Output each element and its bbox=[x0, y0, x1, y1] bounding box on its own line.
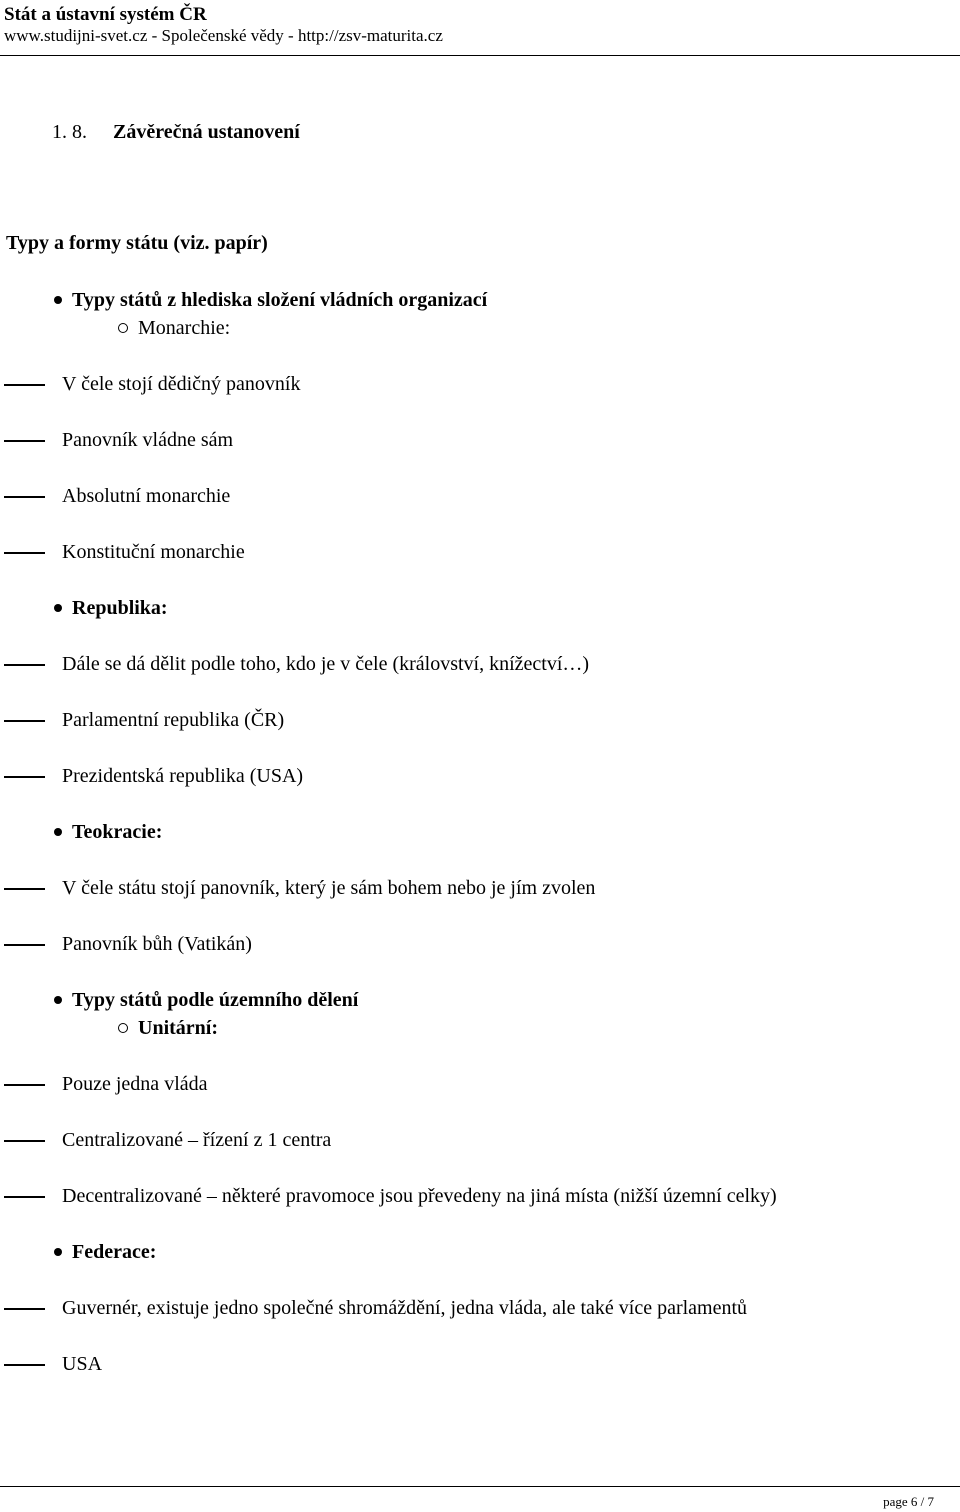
bullet-item bbox=[72, 988, 358, 1012]
bullet-item bbox=[72, 288, 487, 312]
topic-heading: Typy a formy státu (viz. papír) bbox=[6, 232, 268, 254]
page-header bbox=[4, 4, 956, 46]
bullet-text: Republika: bbox=[72, 597, 168, 619]
dash-text: Decentralizované – některé pravomoce jsou převedeny na jiná místa (nižší územní celky) bbox=[62, 1185, 777, 1207]
dash-icon bbox=[4, 440, 45, 442]
bullet-icon bbox=[54, 296, 62, 304]
document-title: Stát a ústavní systém ČR bbox=[4, 4, 207, 25]
dash-text: Dále se dá dělit podle toho, kdo je v čele (království, knížectví…) bbox=[62, 653, 590, 675]
footer-divider bbox=[0, 1486, 960, 1487]
bullet-icon bbox=[54, 828, 62, 836]
bullet-icon bbox=[54, 1248, 62, 1256]
bullet-text: Typy států z hlediska složení vládních organizací bbox=[72, 289, 488, 311]
dash-icon bbox=[4, 552, 45, 554]
dash-icon bbox=[4, 496, 45, 498]
bullet-icon bbox=[54, 996, 62, 1004]
dash-icon bbox=[4, 1308, 45, 1310]
circle-bullet-icon bbox=[118, 1023, 128, 1033]
bullet-item bbox=[72, 596, 168, 620]
dash-icon bbox=[4, 720, 45, 722]
dash-icon bbox=[4, 944, 45, 946]
dash-text: USA bbox=[62, 1353, 103, 1375]
dash-text: Absolutní monarchie bbox=[62, 485, 231, 507]
section-number: 1. 8. bbox=[52, 121, 87, 143]
bullet-text: Typy států podle územního dělení bbox=[72, 989, 359, 1011]
document-source: www.studijni-svet.cz - Společenské vědy - http://zsv-maturita.cz bbox=[4, 26, 443, 45]
dash-text: Panovník bůh (Vatikán) bbox=[62, 933, 252, 955]
dash-icon bbox=[4, 888, 45, 890]
header-divider bbox=[0, 55, 960, 56]
dash-text: V čele stojí dědičný panovník bbox=[62, 373, 301, 395]
bullet-item bbox=[72, 820, 162, 844]
sub-bullet-item bbox=[138, 316, 230, 340]
sub-bullet-text: Monarchie: bbox=[138, 317, 231, 339]
bullet-text: Federace: bbox=[72, 1241, 157, 1263]
dash-text: Panovník vládne sám bbox=[62, 429, 234, 451]
circle-bullet-icon bbox=[118, 323, 128, 333]
dash-icon bbox=[4, 1140, 45, 1142]
page-number: page 6 / 7 bbox=[883, 1494, 934, 1509]
dash-icon bbox=[4, 384, 45, 386]
dash-text: Pouze jedna vláda bbox=[62, 1073, 208, 1095]
dash-text: V čele státu stojí panovník, který je sám bohem nebo je jím zvolen bbox=[62, 877, 596, 899]
dash-icon bbox=[4, 1084, 45, 1086]
bullet-icon bbox=[54, 604, 62, 612]
dash-text: Prezidentská republika (USA) bbox=[62, 765, 304, 787]
section-title: Závěrečná ustanovení bbox=[113, 121, 300, 143]
dash-text: Centralizované – řízení z 1 centra bbox=[62, 1129, 332, 1151]
dash-icon bbox=[4, 1364, 45, 1366]
dash-text: Guvernér, existuje jedno společné shromáždění, jedna vláda, ale také více parlamentů bbox=[62, 1297, 748, 1319]
dash-icon bbox=[4, 776, 45, 778]
dash-icon bbox=[4, 1196, 45, 1198]
bullet-text: Teokracie: bbox=[72, 821, 163, 843]
dash-text: Parlamentní republika (ČR) bbox=[62, 709, 285, 731]
section-heading bbox=[52, 120, 300, 144]
dash-text: Konstituční monarchie bbox=[62, 541, 245, 563]
bullet-item bbox=[72, 1240, 156, 1264]
dash-icon bbox=[4, 664, 45, 666]
sub-bullet-text: Unitární: bbox=[138, 1017, 218, 1039]
sub-bullet-item bbox=[138, 1016, 218, 1040]
